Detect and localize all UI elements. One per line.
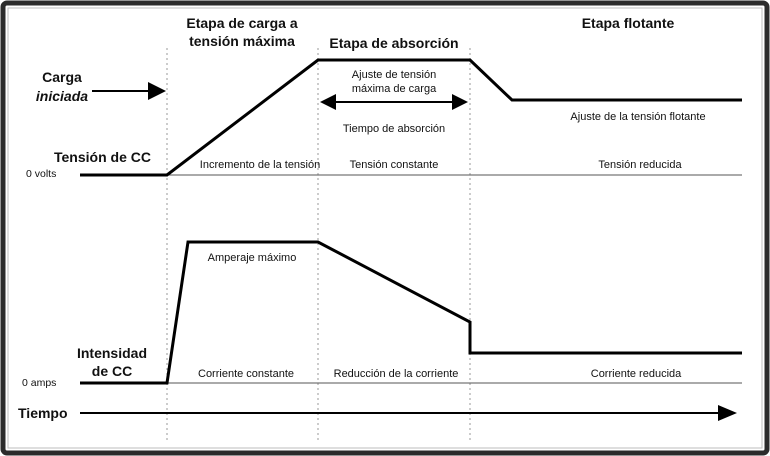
stage-float-title: Etapa flotante: [581, 15, 675, 31]
charge-started-label-line1: Carga: [42, 69, 82, 85]
current-zero-label: 0 amps: [22, 377, 57, 389]
voltage-phase-label-3: Tensión reducida: [598, 159, 682, 171]
current-max-label: Amperaje máximo: [207, 252, 297, 264]
stage-bulk-title-line1: Etapa de carga a: [186, 15, 298, 31]
absorption-setting-line2: máxima de carga: [351, 83, 437, 95]
stage-bulk-title-line2: tensión máxima: [189, 33, 295, 49]
voltage-phase-label-1: Incremento de la tensión: [199, 159, 321, 171]
current-phase-label-1: Corriente constante: [198, 368, 294, 380]
voltage-title: Tensión de CC: [54, 149, 151, 165]
float-setting-label: Ajuste de la tensión flotante: [570, 111, 706, 123]
time-axis-label: Tiempo: [18, 405, 68, 421]
voltage-zero-label: 0 volts: [26, 168, 57, 180]
current-phase-label-2: Reducción de la corriente: [333, 368, 459, 380]
current-title-line2: de CC: [91, 363, 133, 379]
absorption-setting-line1: Ajuste de tensión: [351, 69, 437, 81]
absorption-time-label: Tiempo de absorción: [342, 123, 446, 135]
charge-started-label-line2: iniciada: [35, 88, 89, 104]
voltage-phase-label-2: Tensión constante: [349, 159, 439, 171]
current-phase-label-3: Corriente reducida: [590, 368, 682, 380]
current-title-line1: Intensidad: [76, 345, 148, 361]
stage-absorption-title: Etapa de absorción: [329, 35, 459, 51]
